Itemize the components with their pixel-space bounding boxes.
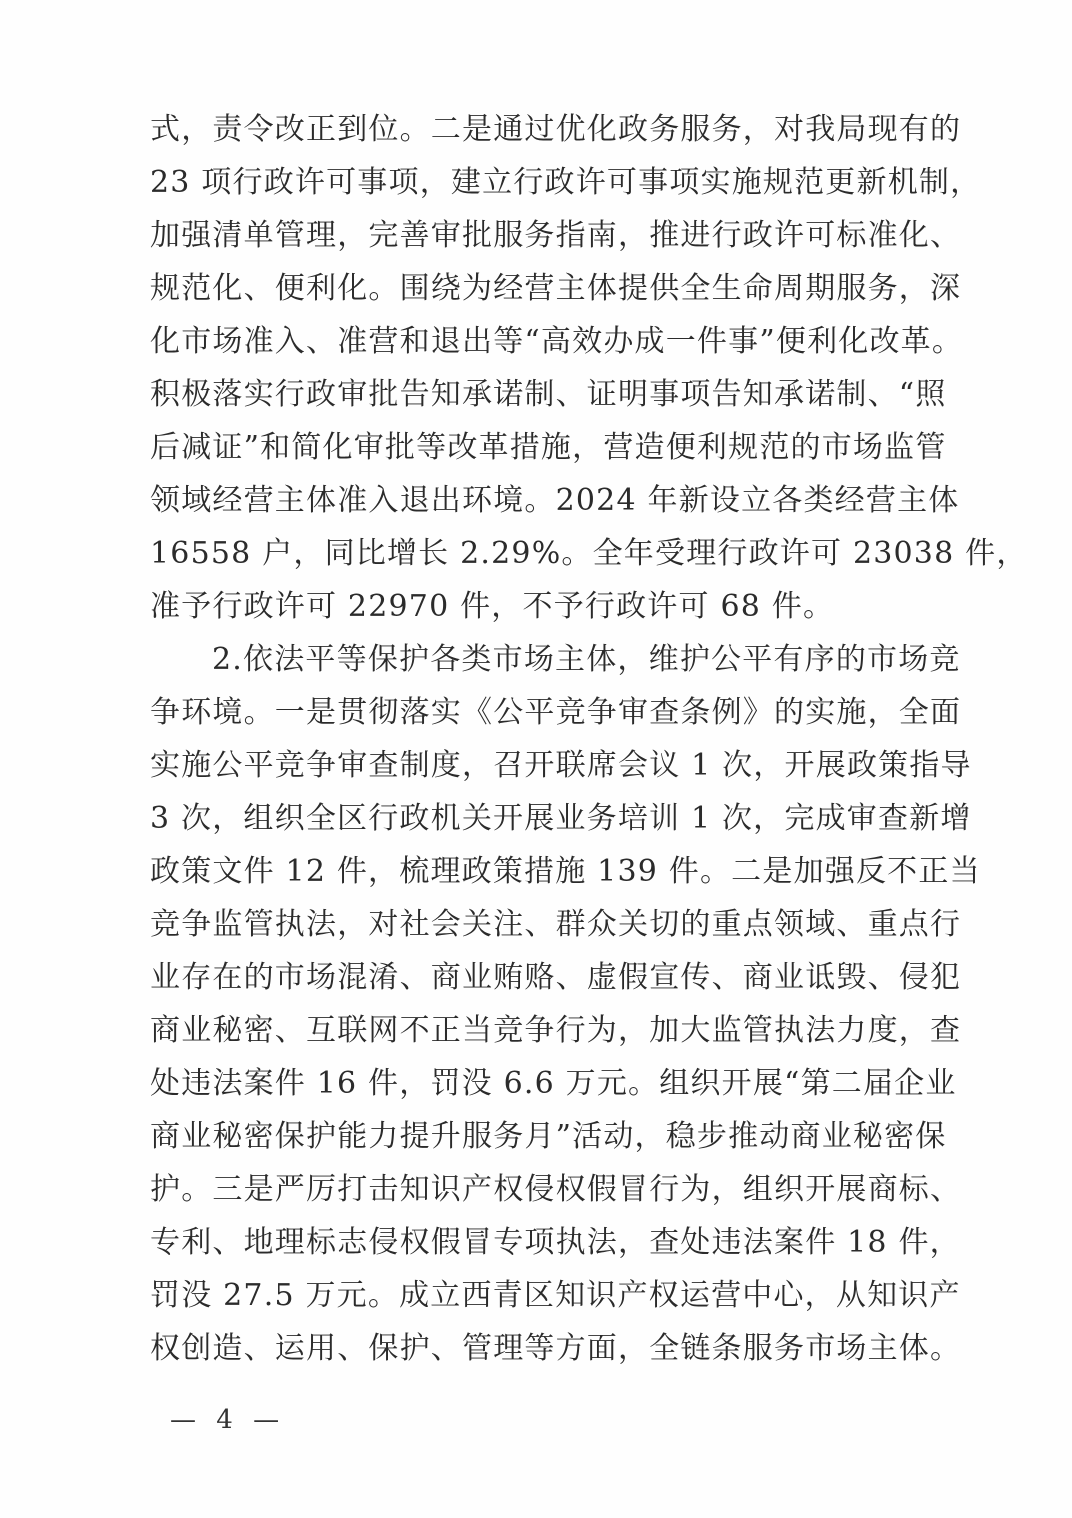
paragraph-line: 政策文件 12 件，梳理政策措施 139 件。二是加强反不正当 — [150, 854, 981, 889]
paragraph-line: 规范化、便利化。围绕为经营主体提供全生命周期服务，深 — [150, 271, 962, 306]
paragraph-line: 式，责令改正到位。二是通过优化政务服务，对我局现有的 — [150, 112, 962, 147]
paragraph-line: 处违法案件 16 件，罚没 6.6 万元。组织开展“第二届企业 — [150, 1066, 957, 1101]
paragraph-line: 商业秘密、互联网不正当竞争行为，加大监管执法力度，查 — [150, 1013, 962, 1048]
paragraph-line: 化市场准入、准营和退出等“高效办成一件事”便利化改革。 — [150, 324, 964, 359]
paragraph-line: 罚没 27.5 万元。成立西青区知识产权运营中心，从知识产 — [150, 1278, 961, 1313]
paragraph-line: 准予行政许可 22970 件，不予行政许可 68 件。 — [150, 589, 835, 624]
paragraph-line: 竞争监管执法，对社会关注、群众关切的重点领域、重点行 — [150, 907, 962, 942]
paragraph-line: 领域经营主体准入退出环境。2024 年新设立各类经营主体 — [150, 483, 960, 518]
paragraph-line: 护。三是严厉打击知识产权侵权假冒行为，组织开展商标、 — [150, 1172, 962, 1207]
paragraph-line: 16558 户，同比增长 2.29%。全年受理行政许可 23038 件， — [150, 536, 1028, 571]
paragraph-line: 后减证”和简化审批等改革措施，营造便利规范的市场监管 — [150, 430, 947, 465]
paragraph-line: 23 项行政许可事项，建立行政许可事项实施规范更新机制， — [150, 165, 982, 200]
paragraph-line: 加强清单管理，完善审批服务指南，推进行政许可标准化、 — [150, 218, 962, 253]
paragraph-line: 商业秘密保护能力提升服务月”活动，稳步推动商业秘密保 — [150, 1119, 947, 1154]
page-number: — 4 — — [170, 1405, 286, 1435]
paragraph-line: 业存在的市场混淆、商业贿赂、虚假宣传、商业诋毁、侵犯 — [150, 960, 962, 995]
section-heading-line: 2.依法平等保护各类市场主体，维护公平有序的市场竞 — [212, 642, 961, 677]
paragraph-line: 专利、地理标志侵权假冒专项执法，查处违法案件 18 件， — [150, 1225, 961, 1260]
paragraph-line: 积极落实行政审批告知承诺制、证明事项告知承诺制、“照 — [150, 377, 947, 412]
paragraph-line: 实施公平竞争审查制度，召开联席会议 1 次，开展政策指导 — [150, 748, 972, 783]
paragraph-line: 争环境。一是贯彻落实《公平竞争审查条例》的实施，全面 — [150, 695, 962, 730]
paragraph-line: 3 次，组织全区行政机关开展业务培训 1 次，完成审查新增 — [150, 801, 972, 836]
paragraph-line: 权创造、运用、保护、管理等方面，全链条服务市场主体。 — [150, 1331, 962, 1366]
